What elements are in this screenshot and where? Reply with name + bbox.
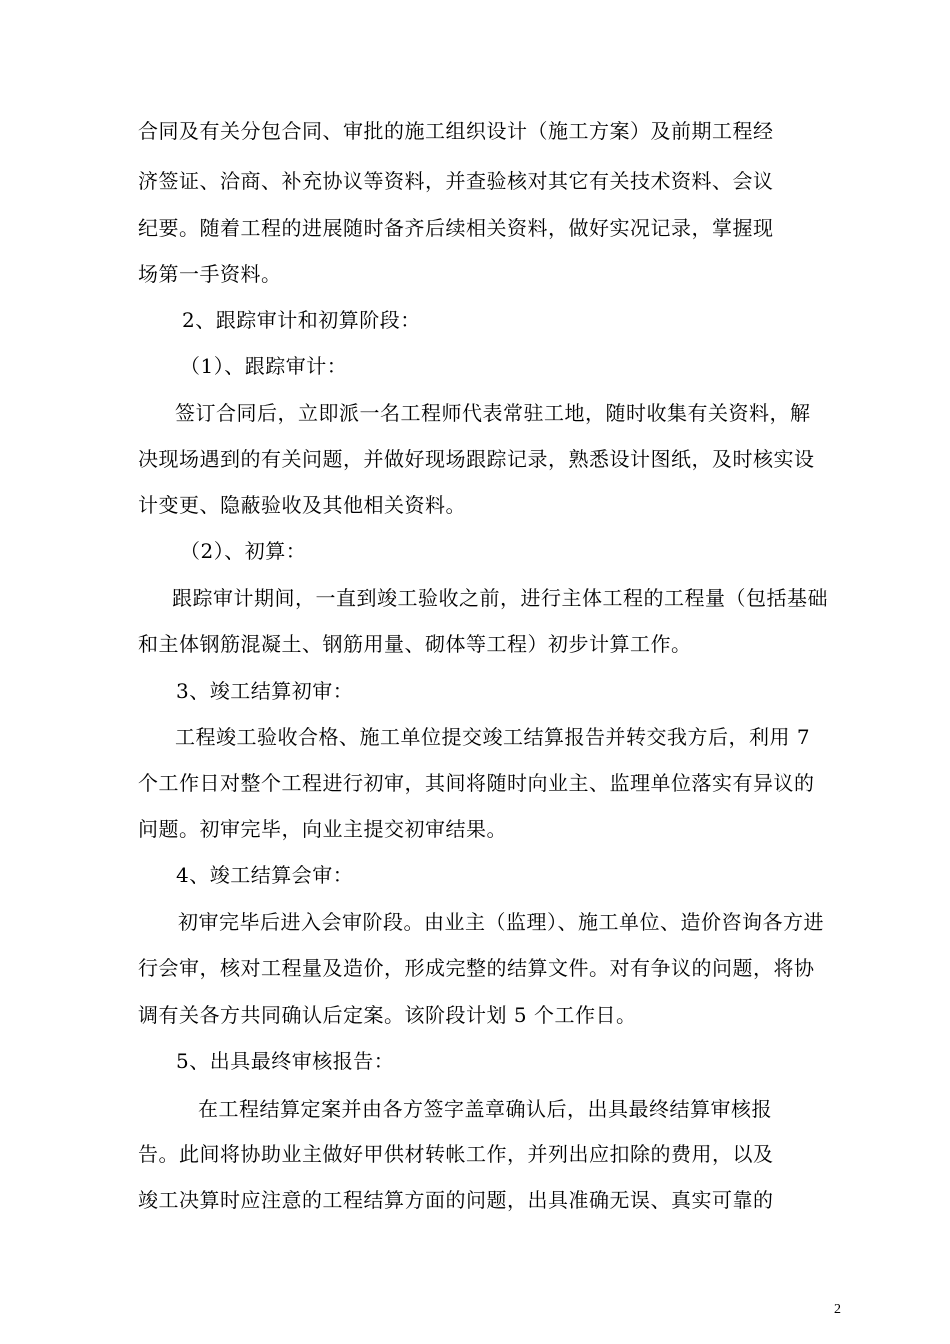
body-line: 场第一手资料。 [138,262,282,286]
body-line: 济签证、洽商、补充协议等资料，并查验核对其它有关技术资料、会议 [138,169,774,193]
body-line: 竣工决算时应注意的工程结算方面的问题，出具准确无误、真实可靠的 [138,1188,774,1212]
section-heading: 5、出具最终审核报告： [176,1049,395,1073]
body-line: 问题。初审完毕，向业主提交初审结果。 [138,817,507,841]
body-line: 和主体钢筋混凝土、钢筋用量、砌体等工程）初步计算工作。 [138,632,692,656]
page-number: 2 [834,1302,841,1317]
section-heading: 4、竣工结算会审： [176,863,354,887]
body-line: 决现场遇到的有关问题，并做好现场跟踪记录，熟悉设计图纸，及时核实设 [138,447,815,471]
subsection-heading: （2）、初算： [180,539,307,563]
body-line: 调有关各方共同确认后定案。该阶段计划 5 个工作日。 [138,1003,637,1027]
section-heading: 2、跟踪审计和初算阶段： [182,308,421,332]
body-line: 工程竣工验收合格、施工单位提交竣工结算报告并转交我方后，利用 7 [175,725,811,749]
body-line: 个工作日对整个工程进行初审，其间将随时向业主、监理单位落实有异议的 [138,771,815,795]
body-line: 计变更、隐蔽验收及其他相关资料。 [138,493,466,517]
body-line: 初审完毕后进入会审阶段。由业主（监理）、施工单位、造价咨询各方进 [178,910,824,934]
subsection-heading: （1）、跟踪审计： [180,354,348,378]
body-line: 纪要。随着工程的进展随时备齐后续相关资料，做好实况记录，掌握现 [138,216,774,240]
body-line: 在工程结算定案并由各方签字盖章确认后，出具最终结算审核报 [198,1097,772,1121]
body-line: 告。此间将协助业主做好甲供材转帐工作，并列出应扣除的费用，以及 [138,1142,774,1166]
body-line: 行会审，核对工程量及造价，形成完整的结算文件。对有争议的问题，将协 [138,956,815,980]
body-line: 签订合同后，立即派一名工程师代表常驻工地，随时收集有关资料，解 [175,401,811,425]
body-line: 跟踪审计期间，一直到竣工验收之前，进行主体工程的工程量（包括基础 [172,586,828,610]
body-line: 合同及有关分包合同、审批的施工组织设计（施工方案）及前期工程经 [138,119,774,143]
section-heading: 3、竣工结算初审： [176,679,354,703]
